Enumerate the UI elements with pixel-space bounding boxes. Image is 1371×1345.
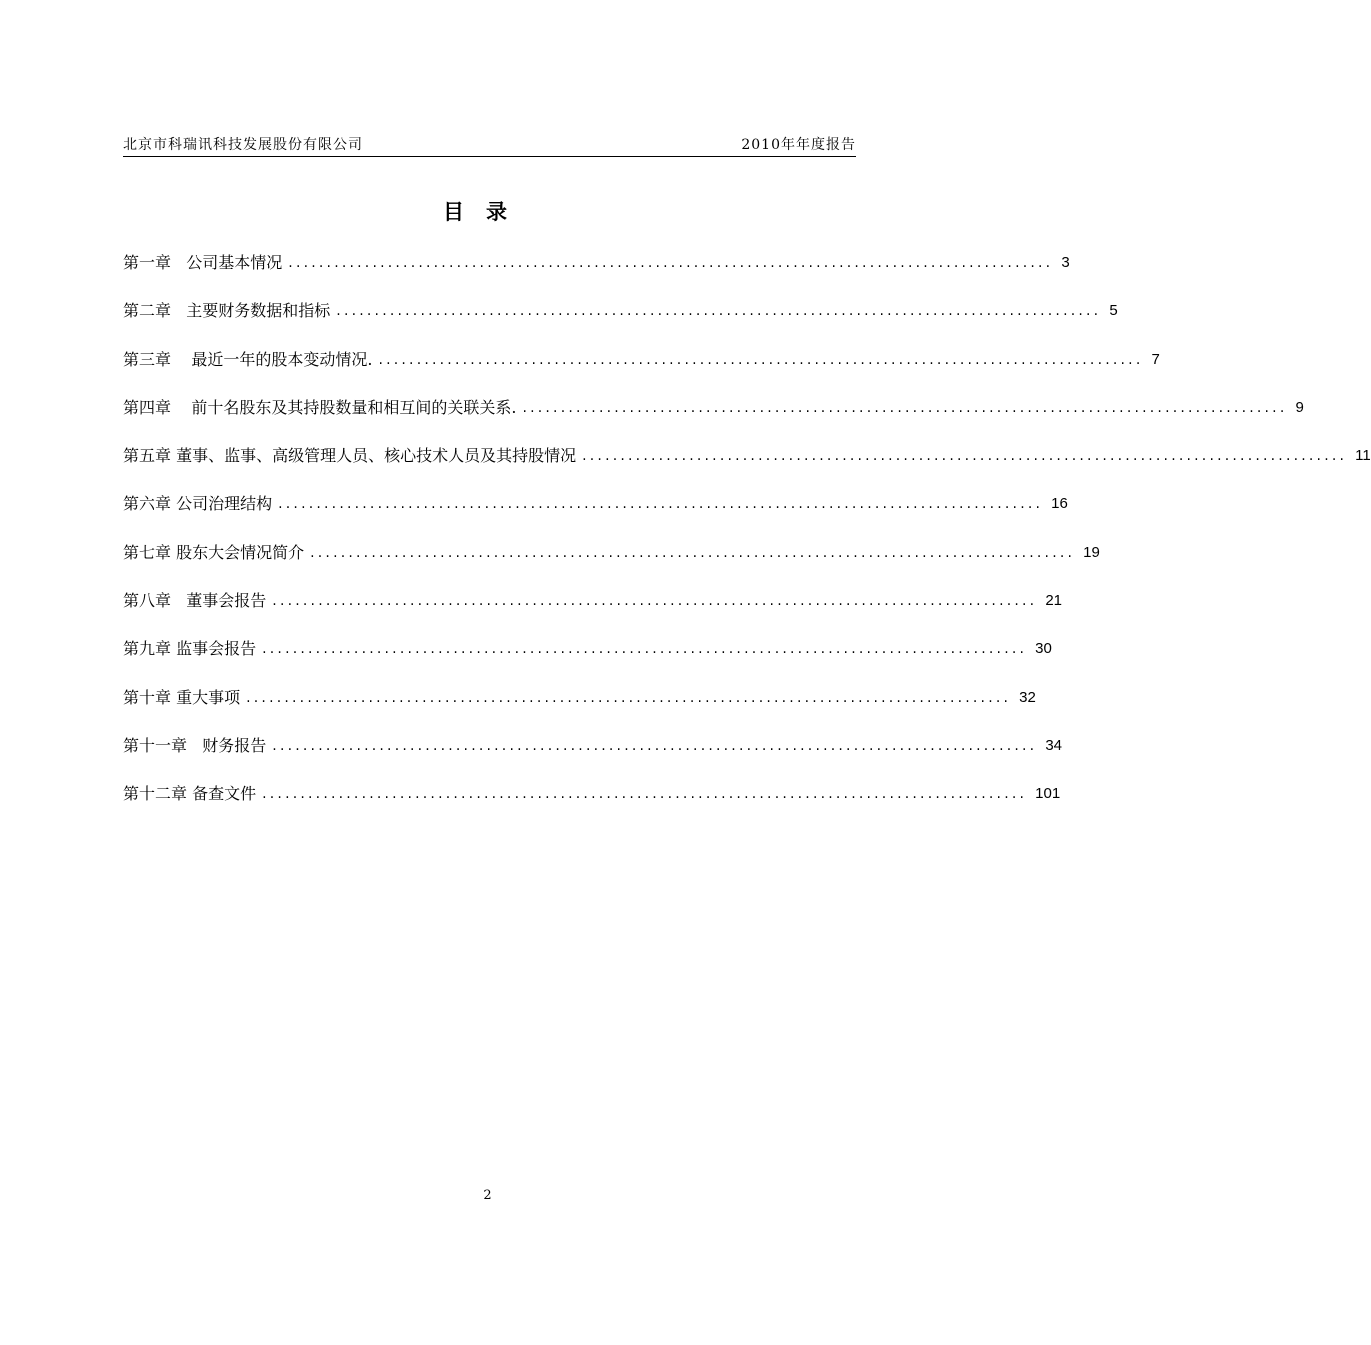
toc-gap — [171, 250, 186, 276]
toc-gap — [171, 588, 186, 614]
toc-chapter-title: 公司基本情况 — [186, 253, 283, 272]
toc-title: 目录 — [443, 199, 529, 224]
toc-chapter-label: 第三章 — [123, 349, 172, 369]
toc-chapter-label: 第二章 — [123, 301, 172, 321]
page-number: 2 — [483, 1188, 492, 1203]
toc-item-7[interactable] — [123, 540, 1100, 588]
header-report-title: 2010年年度报告 — [741, 137, 856, 153]
toc-chapter-label: 第一章 — [123, 253, 172, 272]
toc-chapter-label: 第九章 — [123, 639, 172, 659]
toc-list — [123, 250, 1371, 830]
toc-chapter-title: 备查文件 — [192, 784, 257, 804]
toc-chapter-label: 第五章 — [123, 446, 172, 466]
toc-chapter-title: 前十名股东及其持股数量和相互间的关联关系. — [191, 397, 517, 417]
toc-chapter-title: 监事会报告 — [176, 639, 257, 659]
toc-dot-leader: .................................................................................................... — [246, 689, 1012, 706]
toc-chapter-label: 第十一章 — [123, 735, 188, 755]
toc-item-12[interactable] — [123, 781, 1061, 829]
toc-item-2[interactable] — [123, 298, 1118, 346]
toc-chapter-title: 财务报告 — [202, 735, 267, 755]
toc-chapter-title: 公司治理结构 — [176, 494, 273, 514]
toc-chapter-title: 股东大会情况简介 — [176, 542, 305, 562]
page-header — [123, 132, 856, 157]
toc-page-number: 5 — [1109, 302, 1118, 320]
toc-chapter-label: 第八章 — [123, 591, 172, 611]
toc-item-10[interactable] — [123, 685, 1036, 733]
toc-dot-leader: .................................................................................................... — [336, 303, 1102, 320]
toc-dot-leader: .................................................................................................... — [378, 351, 1144, 368]
toc-chapter-title: 董事会报告 — [186, 591, 267, 611]
toc-chapter-label: 第四章 — [123, 397, 172, 417]
toc-page-number: 9 — [1295, 398, 1304, 416]
toc-item-9[interactable] — [123, 636, 1052, 684]
toc-chapter-label: 第十二章 — [123, 784, 188, 804]
toc-dot-leader: .................................................................................................... — [262, 641, 1028, 658]
toc-chapter-label: 第六章 — [123, 494, 172, 514]
toc-dot-leader: .................................................................................................... — [522, 399, 1288, 416]
toc-dot-leader: .................................................................................................... — [310, 544, 1076, 561]
toc-item-4[interactable] — [123, 395, 1304, 443]
toc-page-number: 11 — [1355, 447, 1371, 465]
toc-item-8[interactable] — [123, 588, 1063, 636]
toc-chapter-title: 董事、监事、高级管理人员、核心技术人员及其持股情况 — [176, 446, 577, 466]
toc-gap — [187, 733, 202, 759]
toc-dot-leader: .................................................................................................... — [288, 255, 1054, 271]
toc-dot-leader: .................................................................................................... — [272, 737, 1038, 754]
toc-page-number: 7 — [1151, 350, 1160, 368]
toc-page-number: 32 — [1019, 688, 1036, 706]
toc-dot-leader: .................................................................................................... — [582, 448, 1348, 465]
toc-chapter-title: 最近一年的股本变动情况. — [191, 349, 373, 369]
toc-item-1[interactable] — [123, 250, 1070, 298]
toc-item-5[interactable] — [123, 443, 1371, 491]
toc-page-number: 34 — [1045, 736, 1063, 754]
toc-page-number: 21 — [1045, 592, 1063, 610]
toc-chapter-title: 重大事项 — [176, 687, 241, 707]
toc-item-6[interactable] — [123, 491, 1068, 539]
toc-page-number: 30 — [1035, 640, 1052, 658]
toc-chapter-label: 第十章 — [123, 687, 172, 707]
toc-item-3[interactable] — [123, 347, 1160, 395]
toc-dot-leader: .................................................................................................... — [262, 786, 1028, 803]
toc-page-number: 3 — [1061, 254, 1070, 271]
toc-page-number: 101 — [1035, 785, 1061, 803]
toc-gap — [171, 298, 186, 324]
toc-page-number: 16 — [1051, 495, 1068, 513]
toc-gap — [171, 395, 191, 421]
toc-dot-leader: .................................................................................................... — [278, 496, 1044, 513]
toc-chapter-title: 主要财务数据和指标 — [186, 301, 331, 321]
toc-item-11[interactable] — [123, 733, 1063, 781]
toc-chapter-label: 第七章 — [123, 542, 172, 562]
toc-gap — [171, 347, 191, 373]
toc-page-number: 19 — [1083, 543, 1100, 561]
toc-dot-leader: .................................................................................................... — [272, 593, 1038, 610]
header-company-name: 北京市科瑞讯科技发展股份有限公司 — [123, 137, 363, 153]
